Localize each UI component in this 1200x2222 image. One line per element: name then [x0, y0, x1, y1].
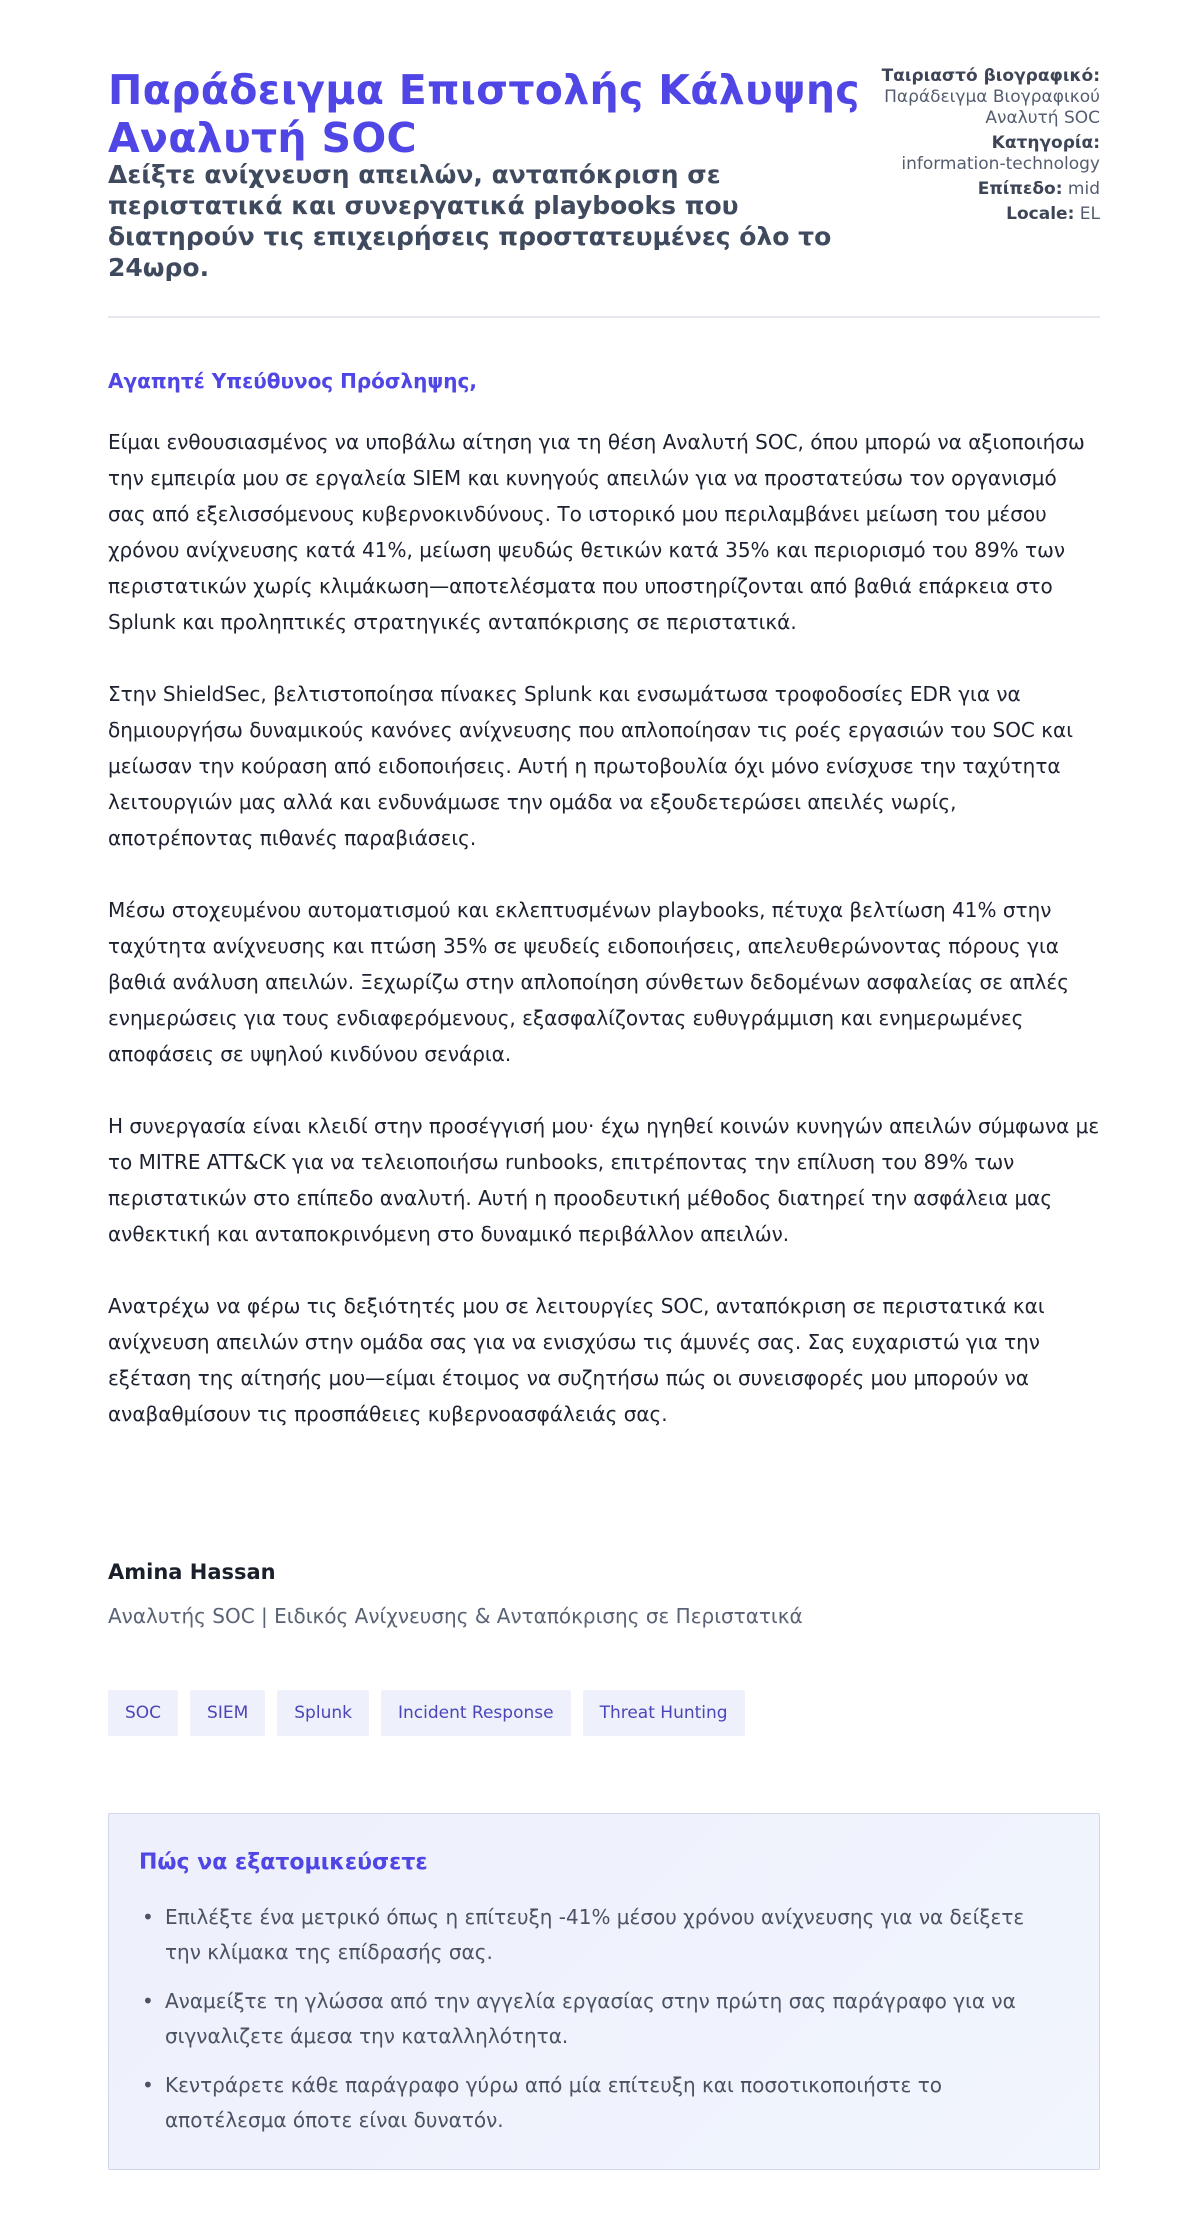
letter-paragraph: Η συνεργασία είναι κλειδί στην προσέγγισή μου· έχω ηγηθεί κοινών κυνηγών απειλών σύμφωνα με το MITRE ATT&CK για να τελειοποιήσω runbooks, επιτρέποντας την επίλυση του 89% των περιστατικών στο επίπεδο αναλυτή. Αυτή η προοδευτική μέθοδος διατηρεί την ασφάλεια μας ανθεκτική και ανταποκρινόμενη στο δυναμικό περιβάλλον απειλών. — [108, 1114, 1100, 1246]
page-header — [108, 0, 1100, 318]
page-title: Παράδειγμα Επιστολής Κάλυψης Αναλυτή SOC — [108, 66, 860, 162]
customization-tips-box — [108, 1813, 1100, 2170]
meta-category-value: information-technology — [901, 154, 1100, 174]
meta-category-label: Κατηγορία: — [991, 133, 1100, 153]
page-subtitle: Δείξτε ανίχνευση απειλών, ανταπόκριση σε περιστατικά και συνεργατικά playbooks που διατηρούν τις επιχειρήσεις προστατευμένες όλο το 24ωρο. — [108, 160, 832, 282]
letter-paragraph: Είμαι ενθουσιασμένος να υποβάλω αίτηση για τη θέση Αναλυτή SOC, όπου μπορώ να αξιοποιήσω την εμπειρία μου σε εργαλεία SIEM και κυνηγούς απειλών για να προστατεύσω τον οργανισμό σας από εξελισσόμενους κυβερνοκινδύνους. Το ιστορικό μου περιλαμβάνει μείωση του μέσου χρόνου ανίχνευσης κατά 41%, μείωση ψευδώς θετικών κατά 35% και περιορισμό του 89% των περιστατικών χωρίς κλιμάκωση—αποτελέσματα που υποστηρίζονται από βαθιά επάρκεια στο Splunk και προληπτικές στρατηγικές ανταπόκρισης σε περιστατικά. — [108, 430, 1085, 634]
bullet-icon: • — [142, 1905, 154, 1929]
tips-item — [139, 1900, 1039, 1970]
meta-resume-label: Ταιριαστό βιογραφικό: — [881, 66, 1100, 86]
meta-resume — [860, 66, 1100, 129]
meta-level-value: mid — [1067, 179, 1100, 199]
meta-locale — [860, 204, 1100, 225]
letter-paragraph: Ανατρέχω να φέρω τις δεξιότητές μου σε λειτουργίες SOC, ανταπόκριση σε περιστατικά και ανίχνευση απειλών στην ομάδα σας για να ενισχύσω τις άμυνές σας. Σας ευχαριστώ για την εξέταση της αίτησής μου—είμαι έτοιμος να συζητήσω πώς οι συνεισφορές μου μπορούν να αναβαθμίσουν τις προσπάθειες κυβερνοασφάλειάς σας. — [108, 1294, 1045, 1426]
tips-list — [139, 1900, 1039, 2152]
meta-level-label: Επίπεδο: — [977, 179, 1063, 199]
meta-category — [860, 133, 1100, 175]
skill-tag[interactable]: Threat Hunting — [583, 1690, 745, 1736]
meta-resume-value[interactable]: Παράδειγμα Βιογραφικού Αναλυτή SOC — [884, 87, 1100, 128]
tips-item-text: Αναμείξτε τη γλώσσα από την αγγελία εργασίας στην πρώτη σας παράγραφο για να σιγναλιζετε άμεσα την καταλληλότητα. — [165, 1989, 1016, 2048]
meta-locale-label: Locale: — [1006, 204, 1075, 224]
letter-greeting: Αγαπητέ Υπεύθυνος Πρόσληψης, — [108, 369, 477, 393]
letter-paragraph: Στην ShieldSec, βελτιστοποίησα πίνακες Splunk και ενσωμάτωσα τροφοδοσίες EDR για να δημιουργήσω δυναμικούς κανόνες ανίχνευσης που απλοποίησαν τις ροές εργασιών του SOC και μείωσαν την κούραση από ειδοποιήσεις. Αυτή η πρωτοβουλία όχι μόνο ενίσχυσε την ταχύτητα λειτουργιών μας αλλά και ενδυνάμωσε την ομάδα να εξουδετερώσει απειλές νωρίς, αποτρέποντας πιθανές παραβιάσεις. — [108, 682, 1073, 850]
skill-tag[interactable]: Incident Response — [381, 1690, 571, 1736]
bullet-icon: • — [142, 1989, 154, 2013]
skill-tag[interactable]: SOC — [108, 1690, 178, 1736]
signature-role: Αναλυτής SOC | Ειδικός Ανίχνευσης & Ανταπόκρισης σε Περιστατικά — [108, 1604, 803, 1628]
skill-tag[interactable]: Splunk — [277, 1690, 369, 1736]
tips-item — [139, 2068, 1039, 2138]
skill-tags — [108, 1690, 745, 1736]
letter-paragraph: Μέσω στοχευμένου αυτοματισμού και εκλεπτυσμένων playbooks, πέτυχα βελτίωση 41% στην ταχύτητα ανίχνευσης και πτώση 35% σε ψευδείς ειδοποιήσεις, απελευθερώνοντας πόρους για βαθιά ανάλυση απειλών. Ξεχωρίζω στην απλοποίηση σύνθετων δεδομένων ασφαλείας σε απλές ενημερώσεις για τους ενδιαφερόμενους, εξασφαλίζοντας ευθυγράμμιση και ενημερωμένες αποφάσεις σε υψηλού κινδύνου σενάρια. — [108, 898, 1069, 1066]
tips-item-text: Επιλέξτε ένα μετρικό όπως η επίτευξη -41% μέσου χρόνου ανίχνευσης για να δείξετε την κλίμακα της επίδρασής σας. — [165, 1905, 1025, 1964]
letter-body — [108, 424, 1100, 1468]
skill-tag[interactable]: SIEM — [190, 1690, 265, 1736]
meta-locale-value: EL — [1079, 204, 1100, 224]
bullet-icon: • — [142, 2073, 154, 2097]
tips-item-text: Κεντράρετε κάθε παράγραφο γύρω από μία επίτευξη και ποσοτικοποιήστε το αποτέλεσμα όποτε είναι δυνατόν. — [165, 2073, 943, 2132]
cover-letter-page — [108, 0, 1100, 2132]
tips-title: Πώς να εξατομικεύσετε — [139, 1850, 428, 1875]
signature-name: Amina Hassan — [108, 1560, 276, 1584]
meta-panel — [860, 66, 1100, 229]
tips-item — [139, 1984, 1039, 2054]
meta-level — [860, 179, 1100, 200]
